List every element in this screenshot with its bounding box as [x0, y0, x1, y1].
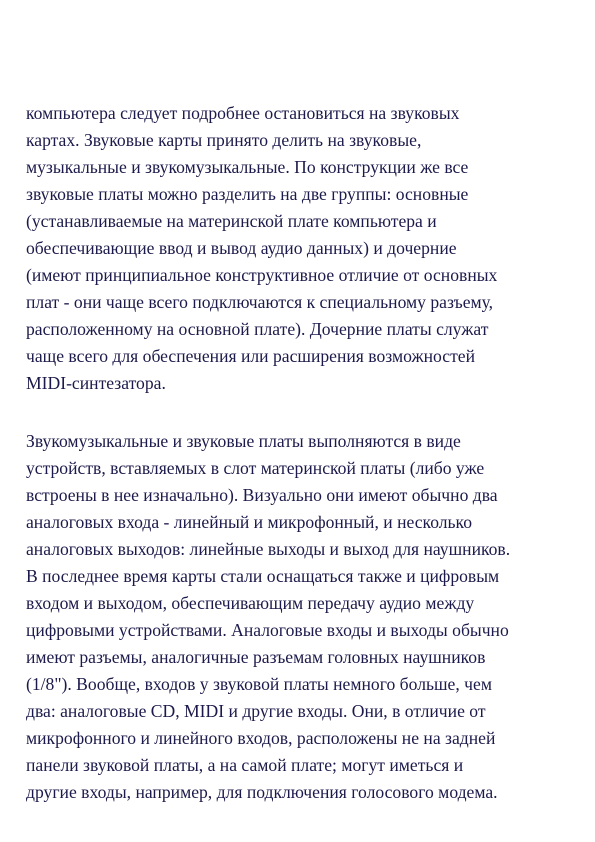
- text-line: MIDI-синтезатора.: [26, 373, 166, 393]
- text-line: (1/8"). Вообще, входов у звуковой платы немного больше, чем: [26, 674, 492, 694]
- text-line: плат - они чаще всего подключаются к специальному разъему,: [26, 292, 494, 312]
- text-line: обеспечивающие ввод и вывод аудио данных) и дочерние: [26, 238, 457, 258]
- text-line: аналоговых выходов: линейные выходы и выход для наушников.: [26, 539, 511, 559]
- text-line: расположенному на основной плате). Дочерние платы служат: [26, 319, 489, 339]
- text-line: панели звуковой платы, а на самой плате; могут иметься и: [26, 755, 464, 775]
- text-line: компьютера следует подробнее остановиться на звуковых: [26, 103, 460, 123]
- text-line: чаще всего для обеспечения или расширения возможностей: [26, 346, 476, 366]
- text-line: аналоговых входа - линейный и микрофонный, и несколько: [26, 512, 473, 532]
- text-line: (имеют принципиальное конструктивное отличие от основных: [26, 265, 498, 285]
- text-line: звуковые платы можно разделить на две группы: основные: [26, 184, 469, 204]
- text-line: входом и выходом, обеспечивающим передачу аудио между: [26, 593, 475, 613]
- text-line: два: аналоговые CD, MIDI и другие входы. Они, в отличие от: [26, 701, 486, 721]
- text-line: В последнее время карты стали оснащаться также и цифровым: [26, 566, 500, 586]
- text-line: цифровыми устройствами. Аналоговые входы и выходы обычно: [26, 620, 509, 640]
- text-line: имеют разъемы, аналогичные разъемам головных наушников: [26, 647, 486, 667]
- text-line: другие входы, например, для подключения голосового модема.: [26, 782, 498, 802]
- text-line: картах. Звуковые карты принято делить на звуковые,: [26, 130, 422, 150]
- text-line: устройств, вставляемых в слот материнской платы (либо уже: [26, 458, 485, 478]
- text-line: встроены в нее изначально). Визуально они имеют обычно два: [26, 485, 498, 505]
- text-line: (устанавливаемые на материнской плате компьютера и: [26, 211, 437, 231]
- paragraph-sound-card-inputs: [26, 428, 586, 806]
- text-line: музыкальные и звукомузыкальные. По конструкции же все: [26, 157, 469, 177]
- paragraph-sound-cards-types: [26, 100, 586, 397]
- text-line: микрофонного и линейного входов, расположены не на задней: [26, 728, 496, 748]
- text-line: Звукомузыкальные и звуковые платы выполняются в виде: [26, 431, 461, 451]
